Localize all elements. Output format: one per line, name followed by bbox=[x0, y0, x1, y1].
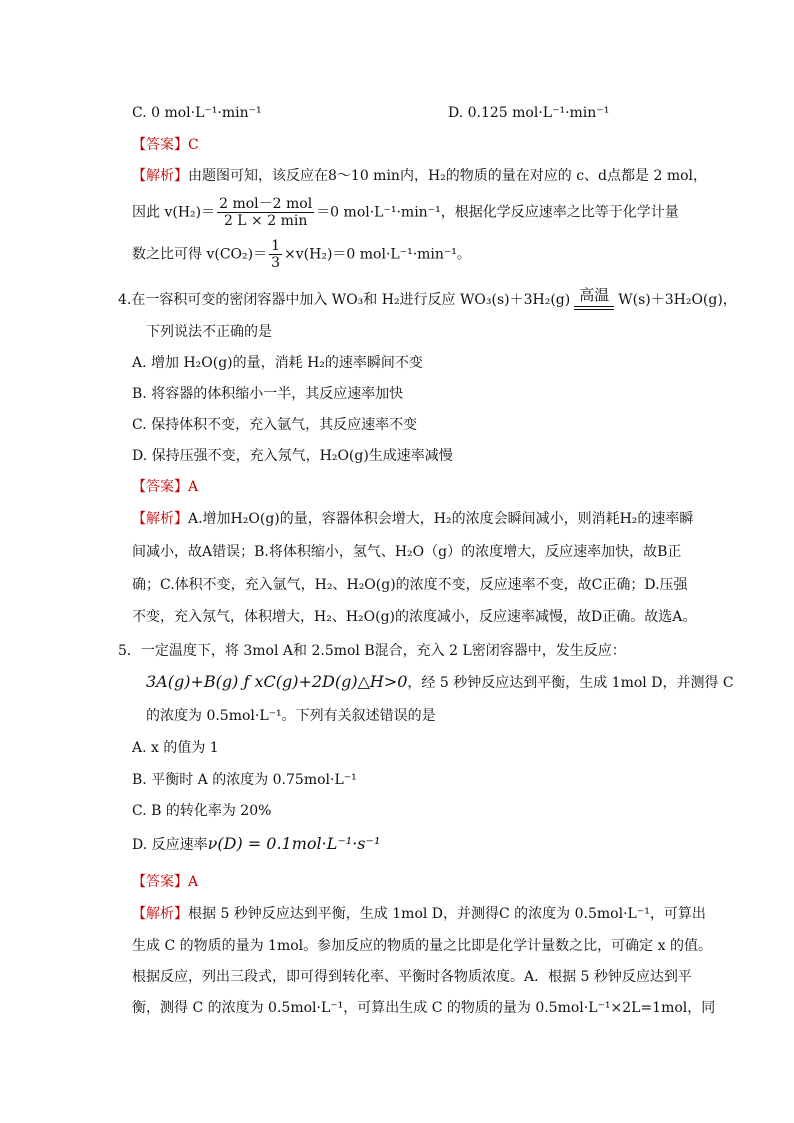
analysis-label: 【解析】 bbox=[132, 906, 188, 922]
analysis-text: ＝0 mol·L⁻¹·min⁻¹，根据化学反应速率之比等于化学计量 bbox=[316, 204, 679, 221]
q5-stem-line3: 的浓度为 0.5mol·L⁻¹。下列有关叙述错误的是 bbox=[146, 708, 436, 724]
analysis-text: 由题图可知，该反应在8～10 min内，H₂的物质的量在对应的 c、d点都是 2 mol， bbox=[188, 168, 708, 184]
q4-answer bbox=[132, 477, 198, 497]
q5-option-b: B. 平衡时 A 的浓度为 0.75mol·L⁻¹ bbox=[132, 772, 357, 788]
q4-option-a: A. 增加 H₂O(g)的量，消耗 H₂的速率瞬间不变 bbox=[132, 355, 423, 371]
q4-option-d: D. 保持压强不变，充入氖气，H₂O(g)生成速率减慢 bbox=[132, 448, 453, 464]
q4-analysis-line1 bbox=[132, 509, 693, 529]
q5-stem-line1: 5．一定温度下，将 3mol A和 2.5mol B混合，充入 2 L密闭容器中，发生反应： bbox=[118, 643, 626, 659]
question-text: 4.在一容积可变的密闭容器中加入 WO₃和 H₂进行反应 WO₃(s)＋3H₂(g) bbox=[118, 292, 571, 308]
q4-option-b: B. 将容器的体积缩小一半，其反应速率加快 bbox=[132, 386, 404, 402]
q5-analysis-line1 bbox=[132, 904, 706, 924]
answer-value: C bbox=[188, 137, 199, 153]
q4-analysis-line3: 确；C.体积不变，充入氩气，H₂、H₂O(g)的浓度不变，反应速率不变，故C正确；D.压强 bbox=[132, 577, 688, 593]
fraction-denominator: 3 bbox=[271, 255, 281, 271]
analysis-text: 根据 5 秒钟反应达到平衡，生成 1mol D，并测得C 的浓度为 0.5mol·L⁻¹，可算出 bbox=[188, 906, 706, 922]
answer-label: 【答案】 bbox=[132, 874, 188, 890]
rate-formula: ν(D) = 0.1mol·L⁻¹·s⁻¹ bbox=[207, 834, 381, 853]
q3-analysis-line2 bbox=[132, 196, 679, 229]
q5-option-c: C. B 的转化率为 20% bbox=[132, 803, 272, 819]
reaction-condition bbox=[574, 286, 614, 310]
fraction-numerator: 2 mol－2 mol bbox=[219, 196, 313, 212]
q3-option-d: D. 0.125 mol·L⁻¹·min⁻¹ bbox=[448, 105, 610, 121]
q4-analysis-line2: 间减小，故A错误；B.将体积缩小，氢气、H₂O（g）的浓度增大，反应速率加快，故B正 bbox=[132, 544, 682, 560]
q3-analysis-line3 bbox=[132, 238, 471, 271]
analysis-text: 因此 v(H₂)＝ bbox=[132, 204, 216, 221]
analysis-label: 【解析】 bbox=[132, 168, 188, 184]
q5-stem-line2 bbox=[146, 672, 734, 693]
answer-value: A bbox=[188, 479, 199, 495]
q3-answer bbox=[132, 135, 199, 155]
analysis-text: 数之比可得 v(CO₂)＝ bbox=[132, 246, 268, 263]
condition-label: 高温 bbox=[579, 286, 610, 304]
q3-option-c: C. 0 mol·L⁻¹·min⁻¹ bbox=[132, 105, 262, 121]
q5-analysis-line3: 根据反应，列出三段式，即可得到转化率、平衡时各物质浓度。A．根据 5 秒钟反应达到平 bbox=[132, 969, 692, 985]
fraction bbox=[269, 238, 282, 271]
answer-label: 【答案】 bbox=[132, 137, 188, 153]
analysis-text: ×v(H₂)＝0 mol·L⁻¹·min⁻¹。 bbox=[284, 246, 471, 263]
question-text: W(s)＋3H₂O(g)， bbox=[618, 292, 737, 308]
q5-analysis-line2: 生成 C 的物质的量为 1mol。参加反应的物质的量之比即是化学计量数之比，可确定 x 的值。 bbox=[132, 938, 712, 954]
analysis-text: A.增加H₂O(g)的量，容器体积会增大，H₂的浓度会瞬间减小，则消耗H₂的速率瞬 bbox=[188, 511, 694, 527]
fraction-denominator: 2 L × 2 min bbox=[223, 213, 308, 229]
fraction-numerator: 1 bbox=[271, 238, 281, 254]
fraction bbox=[217, 196, 314, 229]
reaction-equation: 3A(g)+B(g) ƒ xC(g)+2D(g)△H>0 bbox=[146, 672, 408, 691]
q5-option-d bbox=[132, 834, 380, 855]
q4-stem-line2: 下列说法不正确的是 bbox=[146, 324, 272, 340]
answer-value: A bbox=[188, 874, 199, 890]
question-text: ，经 5 秒钟反应达到平衡，生成 1mol D，并测得 C bbox=[407, 675, 734, 691]
equals-sign bbox=[574, 306, 614, 310]
q4-stem-line1 bbox=[118, 286, 737, 310]
q4-option-c: C. 保持体积不变，充入氩气，其反应速率不变 bbox=[132, 417, 418, 433]
option-text: D. 反应速率 bbox=[132, 837, 208, 853]
answer-label: 【答案】 bbox=[132, 479, 188, 495]
q5-answer bbox=[132, 872, 198, 892]
q5-option-a: A. x 的值为 1 bbox=[132, 740, 219, 756]
q4-analysis-line4: 不变，充入氖气，体积增大，H₂、H₂O(g)的浓度减小，反应速率减慢，故D正确。故选A。 bbox=[132, 609, 697, 625]
q5-analysis-line4: 衡，测得 C 的浓度为 0.5mol·L⁻¹，可算出生成 C 的物质的量为 0.5mol·L⁻¹×2L=1mol，同 bbox=[132, 1000, 716, 1016]
q3-analysis-line1 bbox=[132, 166, 707, 186]
analysis-label: 【解析】 bbox=[132, 511, 188, 527]
